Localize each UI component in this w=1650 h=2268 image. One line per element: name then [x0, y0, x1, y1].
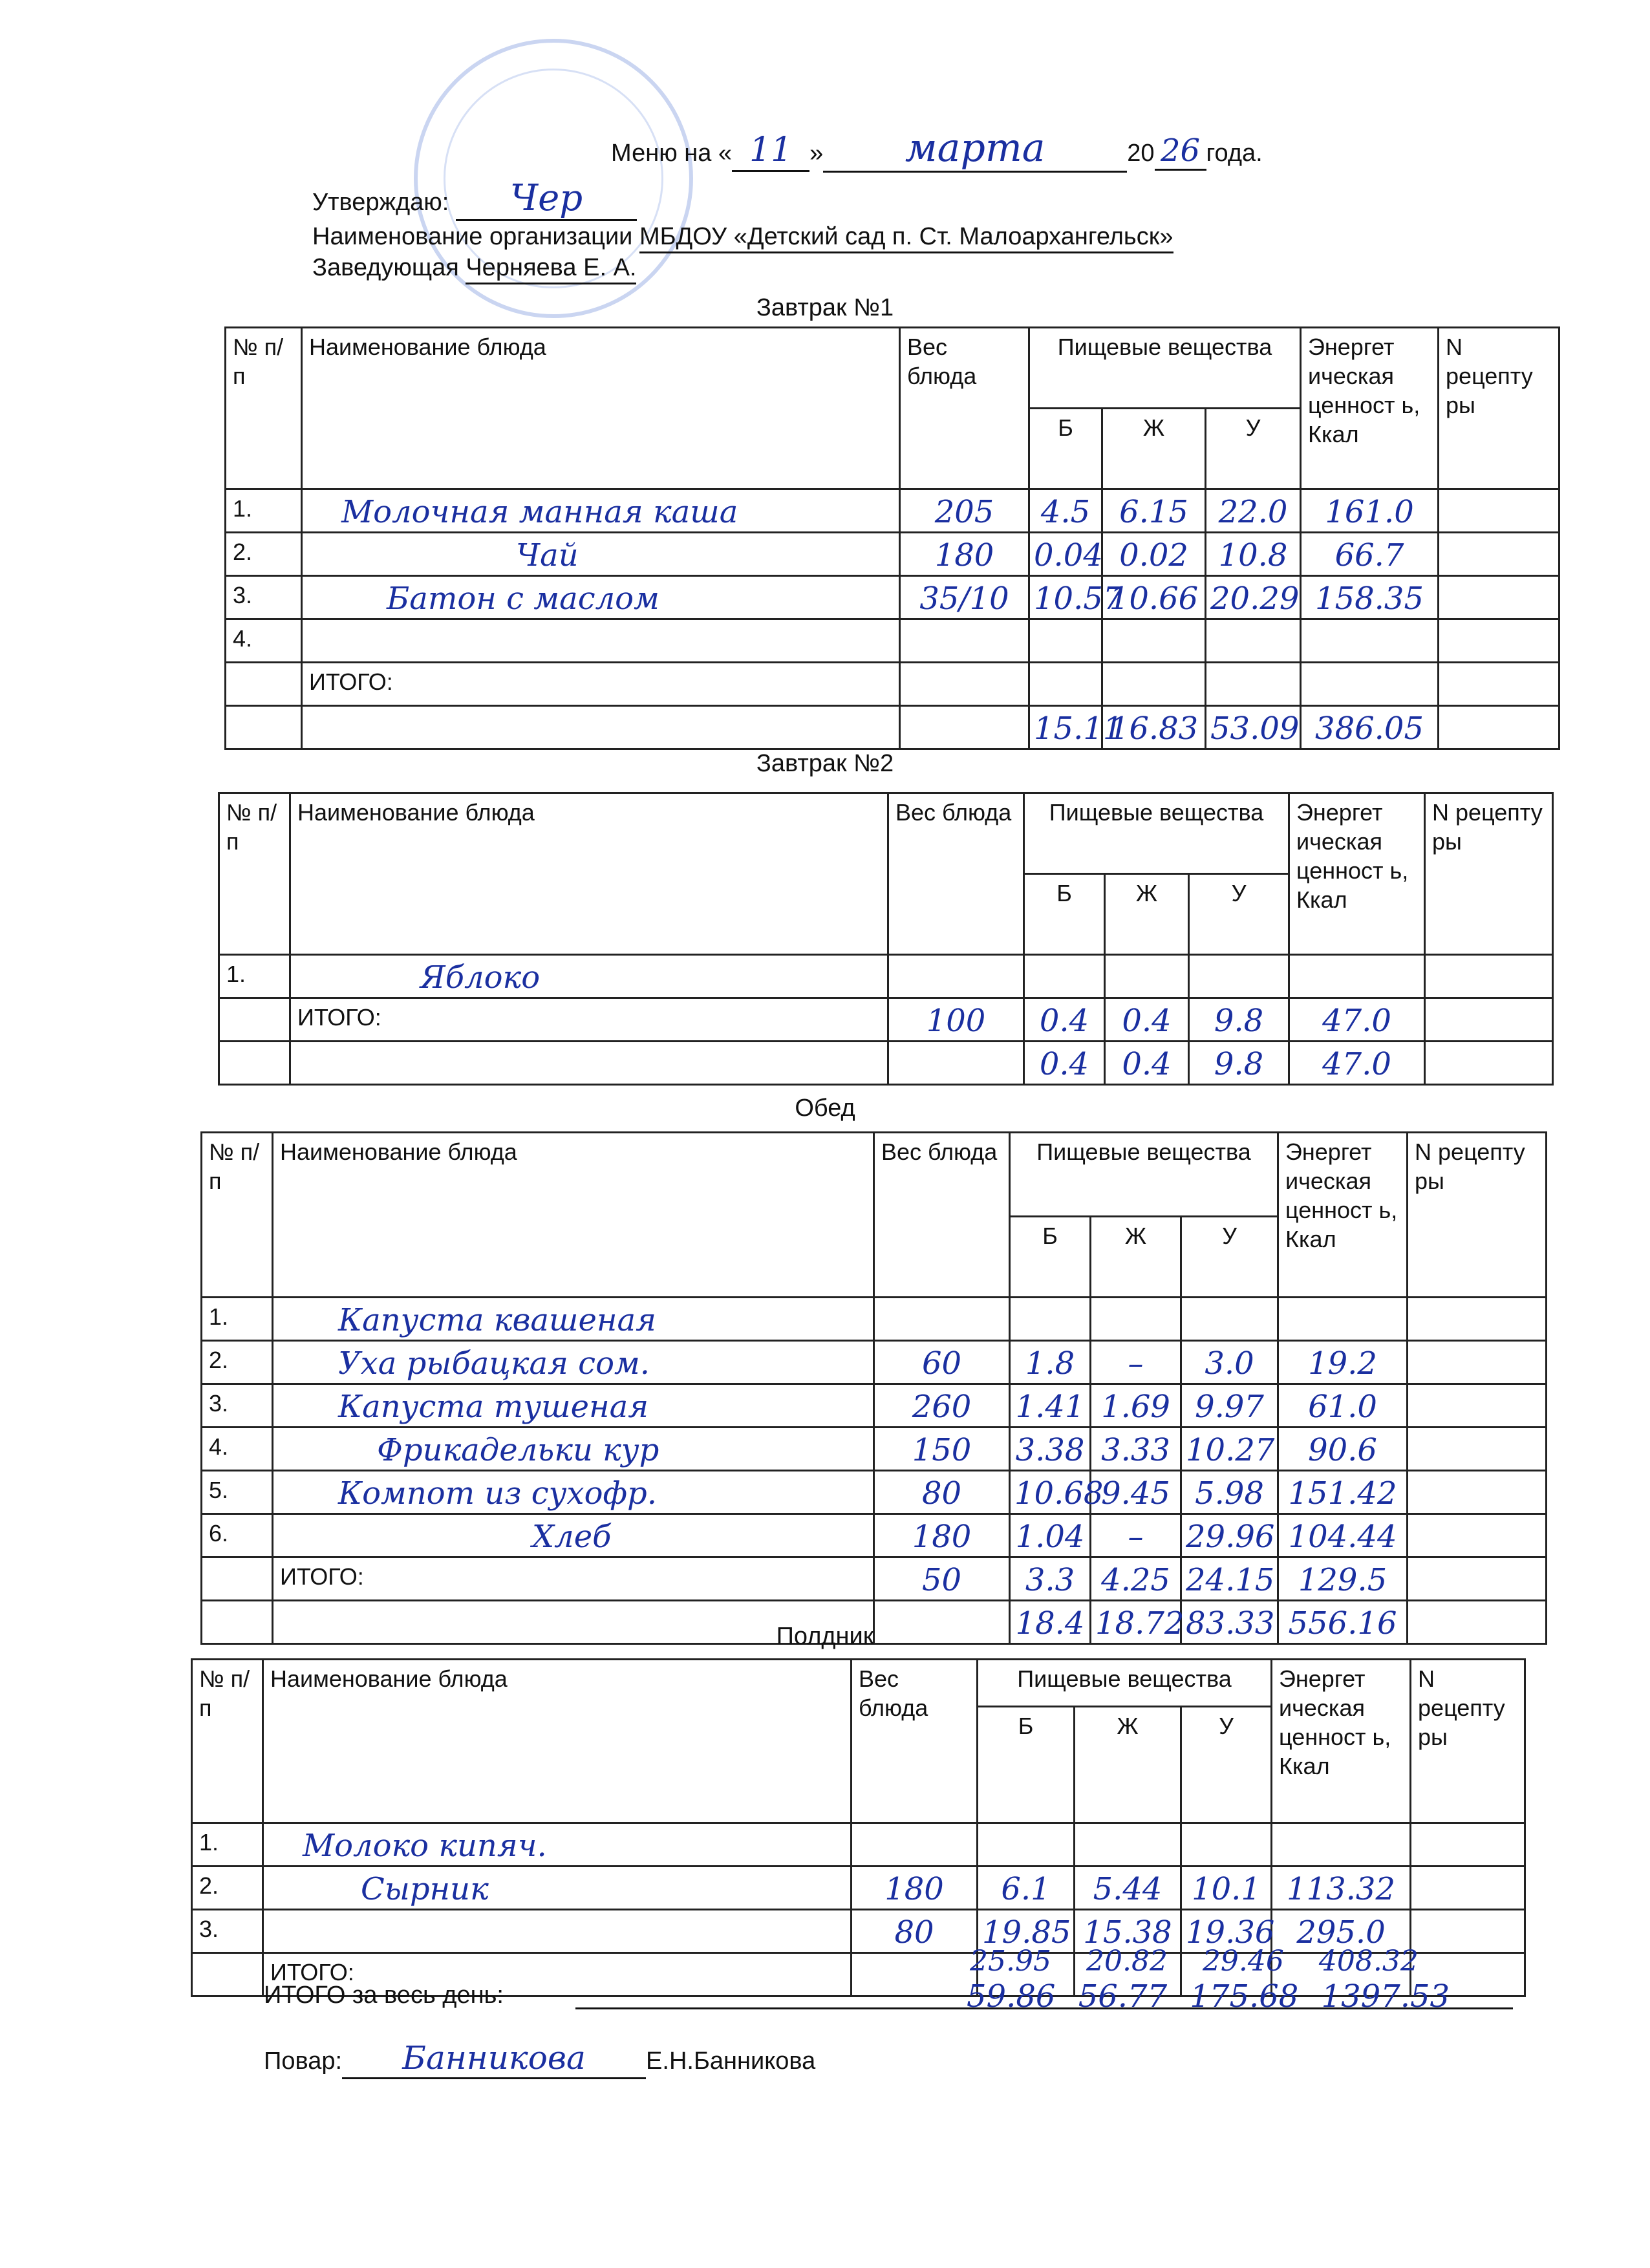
- dish-name: Сырник: [263, 1867, 852, 1910]
- total-row: [219, 1042, 1553, 1085]
- dish-b: 1.41: [1010, 1384, 1091, 1428]
- table-row: [226, 533, 1559, 576]
- dish-kcal: 90.6: [1278, 1428, 1408, 1471]
- table-row: [202, 1514, 1547, 1557]
- row-num: 1.: [219, 955, 290, 998]
- dish-zh: 9.45: [1091, 1471, 1181, 1514]
- dish-name: Батон с маслом: [302, 576, 900, 619]
- dish-weight: 35/10: [900, 576, 1029, 619]
- dish-weight: 150: [874, 1428, 1010, 1471]
- total-label: ИТОГО:: [273, 1557, 874, 1601]
- dish-weight: 180: [900, 533, 1029, 576]
- dish-kcal: 295.0: [1272, 1910, 1411, 1953]
- col-num-header: № п/п: [192, 1660, 263, 1823]
- total-zh: 16.83: [1102, 706, 1206, 749]
- dish-name: [263, 1910, 852, 1953]
- total-b: 0.4: [1024, 1042, 1105, 1085]
- dish-b: [1024, 955, 1105, 998]
- dish-zh: 6.15: [1102, 489, 1206, 533]
- menu-table-breakfast-2: [218, 792, 1554, 1086]
- total-b: [1029, 663, 1102, 706]
- dish-zh: –: [1091, 1514, 1181, 1557]
- table-row: [226, 619, 1559, 663]
- dish-recipe: [1408, 1298, 1547, 1341]
- col-zh-header: Ж: [1091, 1217, 1181, 1298]
- total-u: 9.8: [1189, 998, 1289, 1042]
- dish-recipe: [1439, 533, 1559, 576]
- col-nutrients-header: Пищевые вещества: [1024, 793, 1289, 874]
- total-kcal: 47.0: [1289, 998, 1425, 1042]
- section-title: Обед: [795, 1095, 855, 1122]
- col-recipe-header: N рецепту ры: [1411, 1660, 1525, 1823]
- dish-zh: 0.02: [1102, 533, 1206, 576]
- day-total-b: 59.86: [967, 1978, 1056, 2015]
- total-label: ИТОГО:: [302, 663, 900, 706]
- dish-kcal: 61.0: [1278, 1384, 1408, 1428]
- dish-zh: [1102, 619, 1206, 663]
- dish-b: 3.38: [1010, 1428, 1091, 1471]
- dish-recipe: [1439, 489, 1559, 533]
- dish-u: 10.27: [1181, 1428, 1278, 1471]
- dish-name: Молоко кипяч.: [263, 1823, 852, 1867]
- cook-line: [264, 2040, 815, 2079]
- col-nutrients-header: Пищевые вещества: [978, 1660, 1272, 1707]
- col-energy-header: Энергет ическая ценност ь, Ккал: [1289, 793, 1425, 955]
- row-num: [202, 1557, 273, 1601]
- total-b: 0.4: [1024, 998, 1105, 1042]
- dish-weight: 260: [874, 1384, 1010, 1428]
- col-weight-header: Вес блюда: [900, 328, 1029, 489]
- total-u: 9.8: [1189, 1042, 1289, 1085]
- dish-u: 9.97: [1181, 1384, 1278, 1428]
- total-zh: 0.4: [1105, 1042, 1189, 1085]
- row-num: 3.: [202, 1384, 273, 1428]
- dish-weight: 80: [874, 1471, 1010, 1514]
- dish-weight: 60: [874, 1341, 1010, 1384]
- col-b-header: Б: [978, 1707, 1075, 1823]
- dish-weight: [874, 1298, 1010, 1341]
- section-title: Завтрак №1: [756, 294, 894, 321]
- dish-kcal: [1301, 619, 1439, 663]
- dish-recipe: [1411, 1823, 1525, 1867]
- total-row: [226, 663, 1559, 706]
- dish-b: 6.1: [978, 1867, 1075, 1910]
- total-recipe: [1425, 998, 1553, 1042]
- table-row: [202, 1471, 1547, 1514]
- col-weight-header: Вес блюда: [852, 1660, 978, 1823]
- day-total-zh: 56.77: [1078, 1978, 1168, 2015]
- total-recipe: [1425, 1042, 1553, 1085]
- dish-weight: 80: [852, 1910, 978, 1953]
- dish-name: Капуста квашеная: [273, 1298, 874, 1341]
- table-row: [226, 489, 1559, 533]
- dish-b: 10.57: [1029, 576, 1102, 619]
- row-num: 4.: [202, 1428, 273, 1471]
- col-weight-header: Вес блюда: [874, 1133, 1010, 1298]
- col-name-header: Наименование блюда: [273, 1133, 874, 1298]
- dish-weight: 205: [900, 489, 1029, 533]
- dish-b: 0.04: [1029, 533, 1102, 576]
- dish-u: 10.8: [1206, 533, 1301, 576]
- dish-recipe: [1425, 955, 1553, 998]
- day-total-label: ИТОГО за весь день:: [264, 1982, 504, 2009]
- total-row: [202, 1557, 1547, 1601]
- total-label-empty: [302, 706, 900, 749]
- col-b-header: Б: [1024, 874, 1105, 955]
- dish-name: Фрикадельки кур: [273, 1428, 874, 1471]
- dish-kcal: [1289, 955, 1425, 998]
- dish-zh: [1075, 1823, 1181, 1867]
- total-weight: [900, 663, 1029, 706]
- dish-zh: –: [1091, 1341, 1181, 1384]
- total-label: ИТОГО:: [263, 1953, 852, 1996]
- dish-recipe: [1411, 1910, 1525, 1953]
- snack-total-kcal: 408.32: [1318, 1945, 1419, 1978]
- total-recipe: [1439, 663, 1559, 706]
- dish-kcal: [1272, 1823, 1411, 1867]
- total-zh: 18.72: [1091, 1601, 1181, 1644]
- dish-u: 20.29: [1206, 576, 1301, 619]
- dish-weight: [888, 955, 1024, 998]
- cook-signature: Банникова: [342, 2040, 646, 2079]
- dish-name: [302, 619, 900, 663]
- dish-u: [1181, 1298, 1278, 1341]
- dish-zh: 3.33: [1091, 1428, 1181, 1471]
- dish-b: 1.04: [1010, 1514, 1091, 1557]
- menu-date-line: Меню на « 11 » марта 20 26 года.: [611, 126, 1263, 173]
- day-total-values: [967, 1978, 1450, 2015]
- dish-name: Молочная манная каша: [302, 489, 900, 533]
- dish-kcal: 113.32: [1272, 1867, 1411, 1910]
- dish-kcal: 104.44: [1278, 1514, 1408, 1557]
- cook-name: Е.Н.Банникова: [646, 2048, 816, 2075]
- dish-zh: 15.38: [1075, 1910, 1181, 1953]
- total-weight: 100: [888, 998, 1024, 1042]
- day-total-kcal: 1397.53: [1321, 1978, 1450, 2015]
- row-num: 3.: [192, 1910, 263, 1953]
- dish-recipe: [1408, 1514, 1547, 1557]
- row-num: [192, 1953, 263, 1996]
- section-title: Полдник: [776, 1623, 874, 1650]
- total-u: 83.33: [1181, 1601, 1278, 1644]
- total-zh: 4.25: [1091, 1557, 1181, 1601]
- total-u: 53.09: [1206, 706, 1301, 749]
- organization-name: МБДОУ «Детский сад п. Ст. Малоархангельск»: [639, 223, 1173, 253]
- section-title: Завтрак №2: [756, 750, 894, 777]
- col-energy-header: Энергет ическая ценност ь, Ккал: [1272, 1660, 1411, 1823]
- total-b: 18.4: [1010, 1601, 1091, 1644]
- total-kcal: [1301, 663, 1439, 706]
- menu-day: 11: [732, 131, 809, 172]
- day-total-u: 175.68: [1190, 1978, 1299, 2015]
- dish-recipe: [1439, 576, 1559, 619]
- table-row: [202, 1384, 1547, 1428]
- table-row: [219, 955, 1553, 998]
- total-kcal: 556.16: [1278, 1601, 1408, 1644]
- dish-u: 29.96: [1181, 1514, 1278, 1557]
- col-nutrients-header: Пищевые вещества: [1029, 328, 1301, 409]
- total-recipe: [1408, 1557, 1547, 1601]
- row-num: 2.: [226, 533, 302, 576]
- col-u-header: У: [1206, 409, 1301, 489]
- col-u-header: У: [1181, 1707, 1272, 1823]
- dish-zh: 5.44: [1075, 1867, 1181, 1910]
- dish-b: [1010, 1298, 1091, 1341]
- head-name: Черняева Е. А.: [466, 254, 636, 284]
- dish-weight: 180: [874, 1514, 1010, 1557]
- col-zh-header: Ж: [1075, 1707, 1181, 1823]
- row-num: [219, 1042, 290, 1085]
- dish-b: [1029, 619, 1102, 663]
- dish-recipe: [1408, 1384, 1547, 1428]
- col-num-header: № п/п: [219, 793, 290, 955]
- dish-name: Чай: [302, 533, 900, 576]
- col-u-header: У: [1189, 874, 1289, 955]
- menu-table-breakfast-1: [224, 326, 1560, 750]
- approve-line: Утверждаю: Чер: [312, 178, 637, 221]
- dish-weight: 180: [852, 1867, 978, 1910]
- dish-zh: [1091, 1298, 1181, 1341]
- col-name-header: Наименование блюда: [290, 793, 888, 955]
- total-weight: [852, 1953, 978, 1996]
- total-kcal: 386.05: [1301, 706, 1439, 749]
- organization-line: Наименование организации МБДОУ «Детский сад п. Ст. Малоархангельск»: [312, 223, 1173, 253]
- menu-year: 26: [1155, 133, 1206, 171]
- row-num: 1.: [226, 489, 302, 533]
- total-weight: 50: [874, 1557, 1010, 1601]
- col-zh-header: Ж: [1102, 409, 1206, 489]
- dish-weight: [852, 1823, 978, 1867]
- row-num: 6.: [202, 1514, 273, 1557]
- dish-recipe: [1408, 1471, 1547, 1514]
- col-recipe-header: N рецепту ры: [1439, 328, 1559, 489]
- table-row: [192, 1867, 1525, 1910]
- col-nutrients-header: Пищевые вещества: [1010, 1133, 1278, 1217]
- col-num-header: № п/п: [226, 328, 302, 489]
- dish-u: 10.1: [1181, 1867, 1272, 1910]
- dish-name: Хлеб: [273, 1514, 874, 1557]
- dish-u: 3.0: [1181, 1341, 1278, 1384]
- dish-zh: 10.66: [1102, 576, 1206, 619]
- row-num: [226, 663, 302, 706]
- dish-b: 4.5: [1029, 489, 1102, 533]
- total-kcal: 129.5: [1278, 1557, 1408, 1601]
- dish-kcal: 19.2: [1278, 1341, 1408, 1384]
- row-num: 2.: [192, 1867, 263, 1910]
- row-num: 3.: [226, 576, 302, 619]
- dish-name: Яблоко: [290, 955, 888, 998]
- snack-total-u: 29.46: [1202, 1945, 1284, 1978]
- total-row: [226, 706, 1559, 749]
- total-row: [219, 998, 1553, 1042]
- dish-name: Капуста тушеная: [273, 1384, 874, 1428]
- total-weight: [900, 706, 1029, 749]
- total-zh: [1102, 663, 1206, 706]
- dish-b: [978, 1823, 1075, 1867]
- dish-name: Компот из сухофр.: [273, 1471, 874, 1514]
- dish-u: 5.98: [1181, 1471, 1278, 1514]
- col-weight-header: Вес блюда: [888, 793, 1024, 955]
- row-num: 1.: [192, 1823, 263, 1867]
- col-name-header: Наименование блюда: [263, 1660, 852, 1823]
- dish-kcal: 158.35: [1301, 576, 1439, 619]
- dish-zh: [1105, 955, 1189, 998]
- row-num: 1.: [202, 1298, 273, 1341]
- dish-zh: 1.69: [1091, 1384, 1181, 1428]
- col-energy-header: Энергет ическая ценност ь, Ккал: [1278, 1133, 1408, 1298]
- table-row: [202, 1341, 1547, 1384]
- col-recipe-header: N рецепту ры: [1425, 793, 1553, 955]
- menu-table-lunch: [200, 1131, 1547, 1645]
- snack-total-b: 25.95: [970, 1945, 1051, 1978]
- head-line: Заведующая Черняева Е. А.: [312, 254, 636, 284]
- row-num: 5.: [202, 1471, 273, 1514]
- dish-kcal: 161.0: [1301, 489, 1439, 533]
- menu-month: марта: [823, 126, 1127, 173]
- total-label-empty: [290, 1042, 888, 1085]
- table-row: [202, 1298, 1547, 1341]
- dish-u: [1189, 955, 1289, 998]
- total-label: ИТОГО:: [290, 998, 888, 1042]
- dish-b: 1.8: [1010, 1341, 1091, 1384]
- col-name-header: Наименование блюда: [302, 328, 900, 489]
- total-kcal: 47.0: [1289, 1042, 1425, 1085]
- snack-total-zh: 20.82: [1086, 1945, 1168, 1978]
- dish-name: Уха рыбацкая сом.: [273, 1341, 874, 1384]
- dish-recipe: [1439, 619, 1559, 663]
- dish-kcal: 151.42: [1278, 1471, 1408, 1514]
- total-weight: [888, 1042, 1024, 1085]
- col-num-header: № п/п: [202, 1133, 273, 1298]
- row-num: [226, 706, 302, 749]
- col-b-header: Б: [1010, 1217, 1091, 1298]
- approve-signature: Чер: [456, 178, 637, 221]
- dish-weight: [900, 619, 1029, 663]
- col-zh-header: Ж: [1105, 874, 1189, 955]
- table-row: [192, 1823, 1525, 1867]
- table-row: [202, 1428, 1547, 1471]
- dish-b: 19.85: [978, 1910, 1075, 1953]
- col-b-header: Б: [1029, 409, 1102, 489]
- dish-kcal: 66.7: [1301, 533, 1439, 576]
- col-energy-header: Энергет ическая ценност ь, Ккал: [1301, 328, 1439, 489]
- dish-u: 19.36: [1181, 1910, 1272, 1953]
- dish-u: 22.0: [1206, 489, 1301, 533]
- total-b: 3.3: [1010, 1557, 1091, 1601]
- col-recipe-header: N рецепту ры: [1408, 1133, 1547, 1298]
- row-num: 2.: [202, 1341, 273, 1384]
- dish-recipe: [1408, 1428, 1547, 1471]
- afternoon-snack-totals: [970, 1945, 1419, 1978]
- dish-b: 10.68: [1010, 1471, 1091, 1514]
- dish-u: [1181, 1823, 1272, 1867]
- row-num: [219, 998, 290, 1042]
- total-b: 15.11: [1029, 706, 1102, 749]
- total-recipe: [1439, 706, 1559, 749]
- total-zh: 0.4: [1105, 998, 1189, 1042]
- dish-kcal: [1278, 1298, 1408, 1341]
- dish-recipe: [1408, 1341, 1547, 1384]
- table-row: [226, 576, 1559, 619]
- total-u: [1206, 663, 1301, 706]
- cook-label: Повар:: [264, 2048, 343, 2075]
- row-num: 4.: [226, 619, 302, 663]
- col-u-header: У: [1181, 1217, 1278, 1298]
- total-u: 24.15: [1181, 1557, 1278, 1601]
- dish-u: [1206, 619, 1301, 663]
- dish-recipe: [1411, 1867, 1525, 1910]
